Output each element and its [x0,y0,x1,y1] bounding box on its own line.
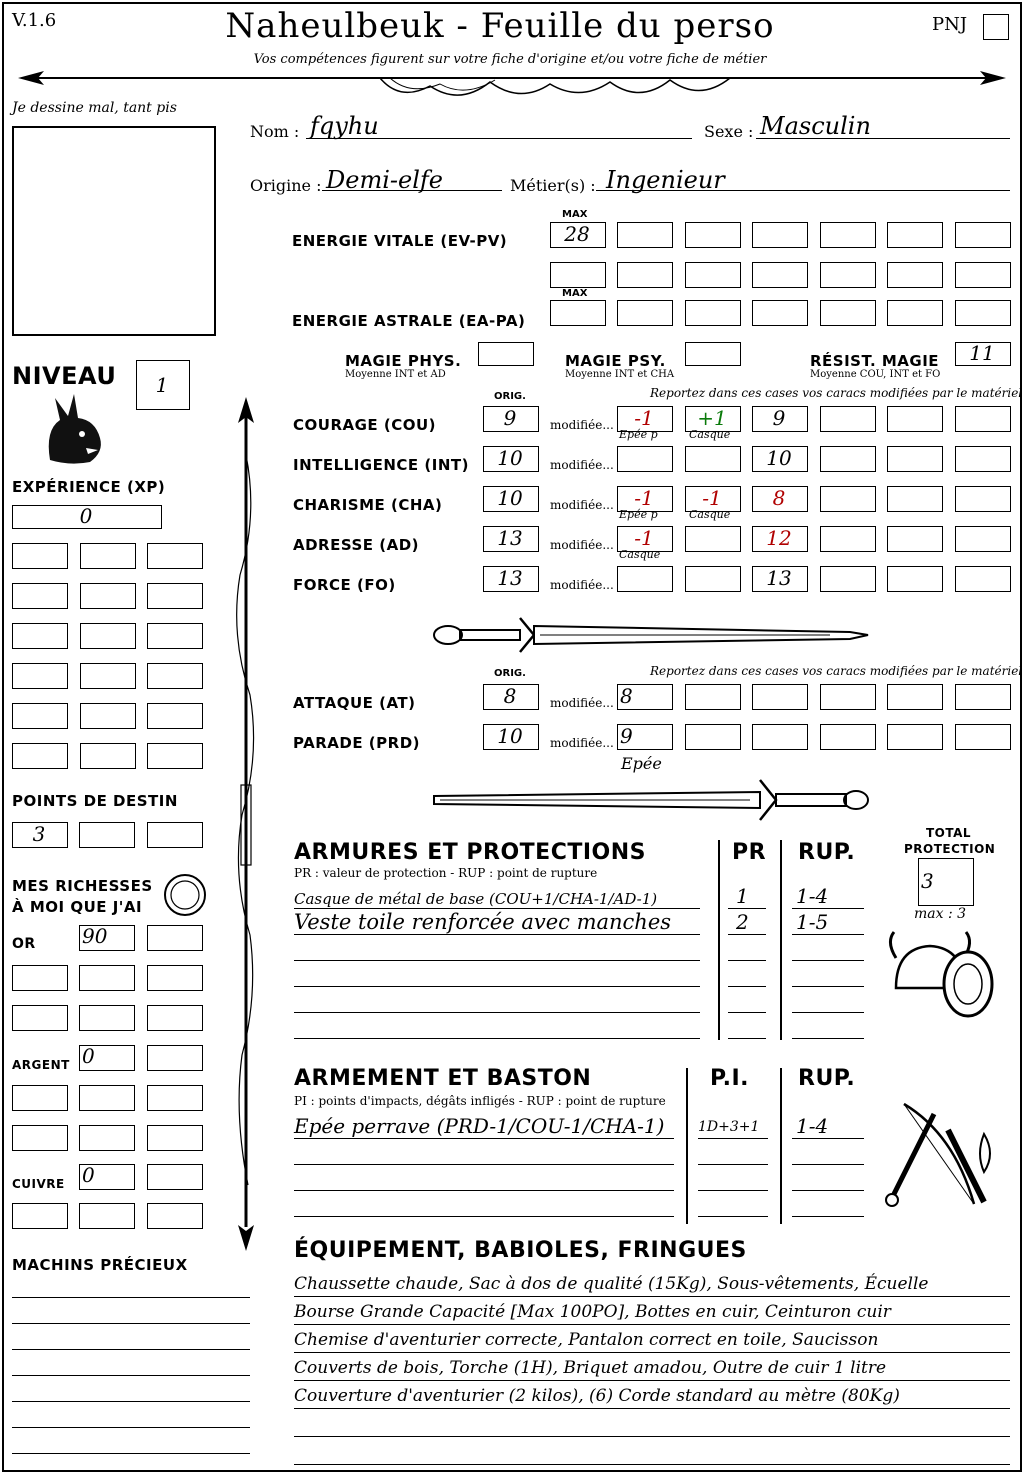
or-box[interactable] [79,1005,135,1031]
combat-mod-box[interactable] [887,724,943,750]
machins-line[interactable] [12,1375,250,1376]
ev-box[interactable] [887,262,943,288]
armure-name[interactable]: Casque de métal de base (COU+1/CHA-1/AD-1) [294,890,658,908]
armures-title: ARMURES ET PROTECTIONS [294,840,646,865]
argent-box[interactable] [79,1045,135,1071]
protection-label: PROTECTION [904,842,996,856]
metier-label: Métier(s) : [510,176,596,195]
dragon-icon [40,390,106,466]
stat-mod-value: 8 [772,486,786,510]
magie-phys-box[interactable] [478,342,534,366]
stat-mod-box[interactable] [955,486,1011,512]
destin-box[interactable] [147,822,203,848]
report-note-combat: Reportez dans ces cases vos caracs modifiées par le matériel [650,664,1023,678]
niveau-value: 1 [155,373,169,397]
stat-mod-value: -1 [634,406,654,430]
destin-label: POINTS DE DESTIN [12,792,178,810]
xp-box[interactable] [80,623,136,649]
combat-mod-box[interactable] [752,724,808,750]
ev-box[interactable] [752,222,808,248]
xp-box[interactable] [80,583,136,609]
armure-line[interactable] [294,1012,700,1013]
xp-box[interactable] [147,703,203,729]
xp-box[interactable] [80,703,136,729]
machins-line[interactable] [12,1427,250,1428]
armure-line[interactable] [294,1038,700,1039]
or-value: 90 [82,924,108,948]
stat-mod-box[interactable] [820,526,876,552]
equipement-line[interactable] [294,1408,1010,1409]
stat-mod-value: 10 [766,446,792,470]
stat-mod-box[interactable] [752,566,808,592]
equipement-item[interactable]: Couverture d'aventurier (2 kilos), (6) Corde standard au mètre (80Kg) [294,1386,900,1406]
combat-label: ATTAQUE (AT) [293,694,416,712]
cuivre-box[interactable] [147,1203,203,1229]
armures-divider [718,840,720,1040]
sword-icon [430,612,870,658]
richesses-label-2: À MOI QUE J'AI [12,898,143,916]
or-box[interactable] [12,965,68,991]
argent-box[interactable] [12,1125,68,1151]
stat-orig-box[interactable] [483,486,539,512]
ea-box[interactable] [887,300,943,326]
metier-value[interactable]: Ingenieur [606,166,725,194]
or-box[interactable] [79,965,135,991]
combat-mod-box[interactable] [820,724,876,750]
cuivre-box[interactable] [79,1203,135,1229]
ev-box[interactable] [887,222,943,248]
xp-box[interactable] [147,543,203,569]
nom-line [306,138,692,139]
equipement-line[interactable] [294,1352,1010,1353]
combat-label: PARADE (PRD) [293,734,421,752]
magie-phys-label: MAGIE PHYS. [345,352,462,370]
destin-box[interactable] [79,822,135,848]
arme-rup[interactable]: 1-4 [796,1114,829,1138]
resist-magie-label: RÉSIST. MAGIE [810,352,940,370]
ea-label: ENERGIE ASTRALE (EA-PA) [292,312,526,330]
origine-value[interactable]: Demi-elfe [326,166,443,194]
equipement-line[interactable] [294,1464,1010,1465]
armures-col-rup: RUP. [798,840,856,865]
equipement-title: ÉQUIPEMENT, BABIOLES, FRINGUES [294,1238,747,1263]
cuivre-label: CUIVRE [12,1177,65,1191]
combat-mod-box[interactable] [685,684,741,710]
combat-mod-value: 9 [620,724,633,748]
arme-pi-line[interactable] [698,1216,768,1217]
xp-box[interactable] [147,583,203,609]
armure-rup-line[interactable] [792,908,864,909]
armement-sub: PI : points d'impacts, dégâts infligés - RUP : point de rupture [294,1094,666,1108]
destin-value: 3 [32,822,46,846]
combat-mod-box[interactable] [752,684,808,710]
or-box[interactable] [79,925,135,951]
stat-mod-value: 9 [772,406,786,430]
max-protection: max : 3 [914,906,967,922]
cuivre-box[interactable] [147,1164,203,1190]
armement-title: ARMEMENT ET BASTON [294,1066,592,1091]
equipement-item[interactable]: Chemise d'aventurier correcte, Pantalon correct en toile, Saucisson [294,1330,879,1350]
spear-icon [226,395,266,1255]
metier-line [596,190,1010,191]
stat-mod-box[interactable] [820,566,876,592]
ea-box[interactable] [617,300,673,326]
equipement-line[interactable] [294,1436,1010,1437]
arme-pi[interactable]: 1D+3+1 [698,1119,760,1135]
ea-box[interactable] [820,300,876,326]
combat-mod-box[interactable] [955,684,1011,710]
magie-psy-sub: Moyenne INT et CHA [565,369,675,380]
combat-mod-note: Epée [621,754,662,773]
pnj-label: PNJ [932,14,968,35]
armement-divider [686,1068,688,1224]
xp-box[interactable] [147,743,203,769]
armures-col-pr: PR [732,840,767,865]
magie-psy-label: MAGIE PSY. [565,352,666,370]
ev-box[interactable] [955,222,1011,248]
arme-pi-line[interactable] [698,1138,768,1139]
argent-box[interactable] [79,1125,135,1151]
armure-rup[interactable]: 1-4 [796,884,829,908]
stat-mod-box[interactable] [617,446,673,472]
armures-sub: PR : valeur de protection - RUP : point de rupture [294,866,598,880]
orig-label: ORIG. [494,391,526,402]
ea-box[interactable] [752,300,808,326]
armure-pr-line[interactable] [728,908,766,909]
equipement-item[interactable]: Bourse Grande Capacité [Max 100PO], Bottes en cuir, Ceinturon cuir [294,1302,891,1322]
stat-label: COURAGE (COU) [293,416,437,434]
argent-box[interactable] [147,1085,203,1111]
stat-orig-value: 10 [497,486,523,510]
niveau-box[interactable] [136,360,190,410]
combat-mod-box[interactable] [955,724,1011,750]
combat-mod-box[interactable] [617,724,673,750]
armure-pr[interactable]: 2 [736,910,749,934]
stat-label: INTELLIGENCE (INT) [293,456,469,474]
stat-mod-box[interactable] [820,446,876,472]
arme-line[interactable] [294,1164,674,1165]
resist-magie-box[interactable] [955,342,1011,366]
stat-mod-box[interactable] [752,446,808,472]
machins-line[interactable] [12,1453,250,1454]
or-label: OR [12,936,36,952]
arme-rup-line[interactable] [792,1216,864,1217]
ev-box[interactable] [617,222,673,248]
stat-label: CHARISME (CHA) [293,496,443,514]
xp-box[interactable] [80,663,136,689]
nom-value[interactable]: fqyhu [310,112,379,140]
cuivre-value: 0 [82,1163,95,1187]
armement-col-rup: RUP. [798,1066,856,1091]
armure-line[interactable] [294,960,700,961]
total-label: TOTAL [926,826,972,840]
argent-box[interactable] [12,1085,68,1111]
armure-rup-line[interactable] [792,1012,864,1013]
magie-phys-sub: Moyenne INT et AD [345,369,446,380]
xp-box[interactable] [147,663,203,689]
page-title: Naheulbeuk - Feuille du perso [225,6,775,46]
stat-mod-value: 13 [766,566,792,590]
portrait-box[interactable] [12,126,216,336]
stat-orig-value: 9 [503,406,517,430]
orig-label-combat: ORIG. [494,668,526,679]
stat-mod-note: Casque [619,548,661,561]
modifie-label: modifiée... [550,538,614,552]
arme-rup-line[interactable] [792,1138,864,1139]
version-label: V.1.6 [12,10,57,31]
xp-box[interactable] [80,543,136,569]
stat-orig-box[interactable] [483,406,539,432]
combat-orig-box[interactable] [483,684,539,710]
stat-mod-box[interactable] [955,446,1011,472]
stat-mod-box[interactable] [955,526,1011,552]
armement-col-pi: P.I. [710,1066,749,1091]
xp-box[interactable] [12,623,68,649]
argent-value: 0 [82,1044,95,1068]
portrait-label: Je dessine mal, tant pis [12,100,177,116]
or-box[interactable] [12,1005,68,1031]
arme-line[interactable] [294,1138,674,1139]
modifie-label: modifiée... [550,578,614,592]
ea-max-box[interactable] [550,300,606,326]
origine-line [322,190,502,191]
armure-rup-line[interactable] [792,1038,864,1039]
machins-line[interactable] [12,1401,250,1402]
stat-mod-value: -1 [634,486,654,510]
cuivre-box[interactable] [12,1203,68,1229]
stat-mod-box[interactable] [887,406,943,432]
coin-icon [162,872,208,918]
stat-mod-box[interactable] [752,406,808,432]
ev-box[interactable] [820,262,876,288]
magie-psy-box[interactable] [685,342,741,366]
ev-box[interactable] [685,222,741,248]
sword-icon [430,776,872,826]
destin-box[interactable] [12,822,68,848]
machins-line[interactable] [12,1323,250,1324]
stat-mod-box[interactable] [820,406,876,432]
cuivre-box[interactable] [79,1164,135,1190]
combat-mod-value: 8 [620,684,633,708]
xp-label: EXPÉRIENCE (XP) [12,478,166,496]
combat-mod-box[interactable] [617,684,673,710]
xp-box[interactable] [80,743,136,769]
stat-mod-value: -1 [634,526,654,550]
machins-line[interactable] [12,1297,250,1298]
armure-line[interactable] [294,934,700,935]
stat-mod-box[interactable] [685,566,741,592]
pnj-checkbox[interactable] [983,14,1009,40]
machins-label: MACHINS PRÉCIEUX [12,1256,188,1274]
equipement-line[interactable] [294,1324,1010,1325]
arme-pi-line[interactable] [698,1190,768,1191]
weapons-icon [884,1094,1000,1218]
stat-mod-note: Epée p [619,508,658,521]
richesses-label: MES RICHESSES [12,877,153,895]
armure-rup-line[interactable] [792,960,864,961]
total-protection-value: 3 [921,869,934,893]
modifie-label: modifiée... [550,418,614,432]
stat-mod-box[interactable] [617,566,673,592]
armure-pr[interactable]: 1 [736,884,749,908]
xp-box[interactable] [12,543,68,569]
resist-magie-sub: Moyenne COU, INT et FO [810,369,941,380]
armure-line[interactable] [294,908,700,909]
argent-box[interactable] [147,1125,203,1151]
modifie-label: modifiée... [550,736,614,750]
argent-label: ARGENT [12,1058,70,1072]
stat-mod-note: Casque [689,508,731,521]
or-box[interactable] [147,925,203,951]
sexe-value[interactable]: Masculin [760,112,871,140]
stat-orig-value: 10 [497,446,523,470]
stat-mod-box[interactable] [887,566,943,592]
sexe-label: Sexe : [704,122,754,141]
report-note: Reportez dans ces cases vos caracs modifiées par le matériel [650,386,1023,400]
stat-mod-box[interactable] [685,446,741,472]
total-protection-box[interactable] [918,858,974,906]
combat-mod-box[interactable] [685,724,741,750]
equipement-line[interactable] [294,1380,1010,1381]
nom-label: Nom : [250,122,300,141]
armure-pr-line[interactable] [728,986,766,987]
origine-label: Origine : [250,176,322,195]
ea-max-label: MAX [562,288,588,299]
combat-mod-box[interactable] [887,684,943,710]
combat-orig-value: 10 [497,724,523,748]
armure-name[interactable]: Veste toile renforcée avec manches [294,910,672,934]
combat-orig-value: 8 [503,684,517,708]
armure-pr-line[interactable] [728,934,766,935]
or-box[interactable] [147,1005,203,1031]
stat-mod-box[interactable] [887,526,943,552]
arme-line[interactable] [294,1190,674,1191]
stat-mod-value: 12 [766,526,792,550]
stat-mod-box[interactable] [887,486,943,512]
equipement-item[interactable]: Couverts de bois, Torche (1H), Briquet amadou, Outre de cuir 1 litre [294,1358,887,1378]
xp-box[interactable] [147,623,203,649]
stat-label: ADRESSE (AD) [293,536,420,554]
arme-rup-line[interactable] [792,1190,864,1191]
armures-divider [780,840,782,1040]
equipement-item[interactable]: Chaussette chaude, Sac à dos de qualité (15Kg), Sous-vêtements, Écuelle [294,1274,929,1294]
sexe-line [756,138,1010,139]
ev-box[interactable] [752,262,808,288]
ev-max-value: 28 [564,222,590,246]
armement-divider [780,1068,782,1224]
armure-rup[interactable]: 1-5 [796,910,829,934]
ev-box[interactable] [820,222,876,248]
ea-box[interactable] [685,300,741,326]
stat-orig-value: 13 [497,526,523,550]
stat-mod-box[interactable] [955,566,1011,592]
modifie-label: modifiée... [550,498,614,512]
machins-line[interactable] [12,1349,250,1350]
xp-value: 0 [79,504,93,528]
arme-rup-line[interactable] [792,1164,864,1165]
stat-orig-box[interactable] [483,566,539,592]
xp-box[interactable] [12,703,68,729]
resist-magie-value: 11 [969,341,995,365]
xp-box[interactable] [12,583,68,609]
modifie-label: modifiée... [550,458,614,472]
combat-mod-box[interactable] [820,684,876,710]
ev-box[interactable] [685,262,741,288]
arme-pi-line[interactable] [698,1164,768,1165]
xp-box[interactable] [12,743,68,769]
xp-box[interactable] [12,505,162,529]
ev-max-label: MAX [562,209,588,220]
stat-mod-box[interactable] [955,406,1011,432]
stat-mod-value: -1 [702,486,722,510]
xp-box[interactable] [12,663,68,689]
stat-mod-value: +1 [697,406,727,430]
ev-label: ENERGIE VITALE (EV-PV) [292,232,508,250]
ev-max-box[interactable] [550,222,606,248]
stat-orig-value: 13 [497,566,523,590]
armure-pr-line[interactable] [728,960,766,961]
argent-box[interactable] [147,1045,203,1071]
stat-orig-box[interactable] [483,446,539,472]
stat-mod-box[interactable] [752,486,808,512]
arme-line[interactable] [294,1216,674,1217]
stat-label: FORCE (FO) [293,576,396,594]
stat-mod-box[interactable] [820,486,876,512]
niveau-label: NIVEAU [12,362,117,390]
arme-name[interactable]: Epée perrave (PRD-1/COU-1/CHA-1) [294,1114,665,1138]
armure-line[interactable] [294,986,700,987]
armure-pr-line[interactable] [728,1038,766,1039]
ev-box[interactable] [550,262,606,288]
page-subtitle: Vos compétences figurent sur votre fiche d'origine et/ou votre fiche de métier [253,52,767,67]
ea-box[interactable] [955,300,1011,326]
modifie-label: modifiée... [550,696,614,710]
helmet-shield-icon [886,928,998,1022]
armure-rup-line[interactable] [792,934,864,935]
ev-box[interactable] [617,262,673,288]
or-box[interactable] [147,965,203,991]
armure-rup-line[interactable] [792,986,864,987]
stat-mod-note: Casque [689,428,731,441]
stat-mod-box[interactable] [685,526,741,552]
stat-mod-box[interactable] [887,446,943,472]
stat-mod-note: Epée p [619,428,658,441]
ev-box[interactable] [955,262,1011,288]
stat-mod-box[interactable] [752,526,808,552]
argent-box[interactable] [79,1085,135,1111]
combat-orig-box[interactable] [483,724,539,750]
equipement-line[interactable] [294,1296,1010,1297]
armure-pr-line[interactable] [728,1012,766,1013]
stat-orig-box[interactable] [483,526,539,552]
